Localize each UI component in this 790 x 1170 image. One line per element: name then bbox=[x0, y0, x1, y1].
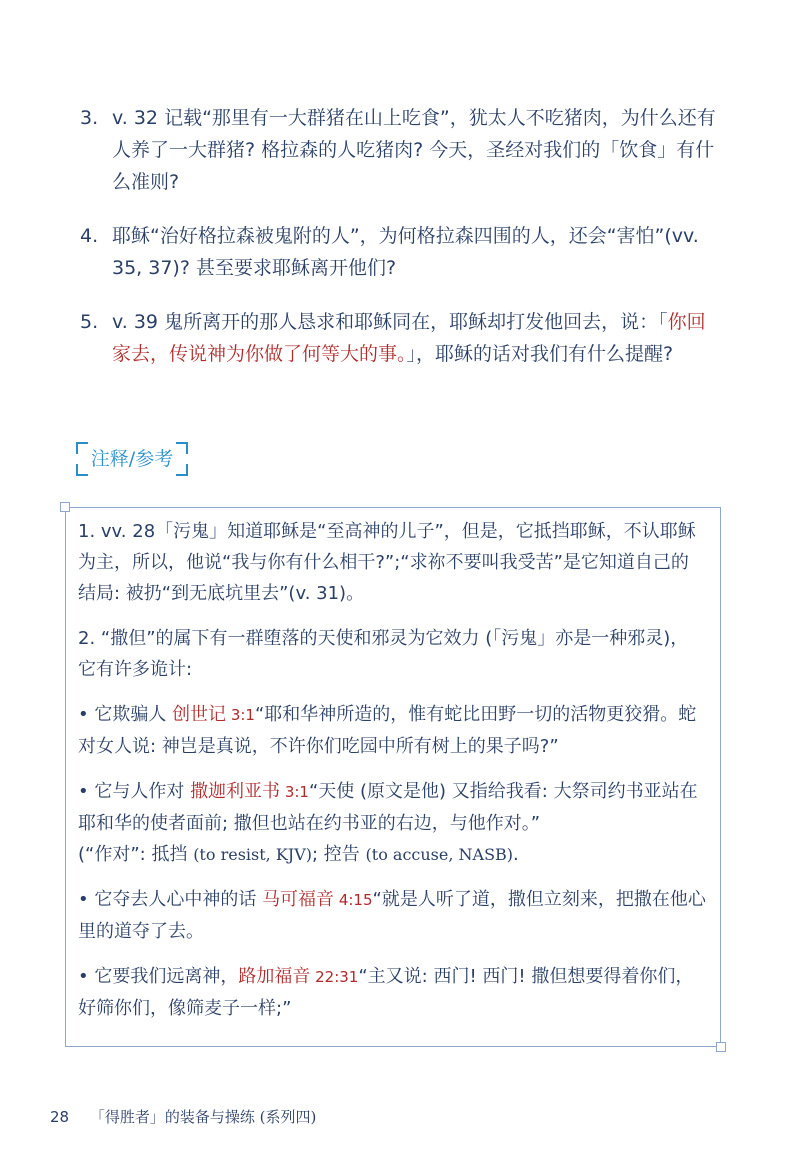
scripture-quote: 你回家去，传说神为你做了何等大的事。 bbox=[112, 311, 706, 365]
question-text-lead: v. 39 鬼所离开的那人恳求和耶稣同在，耶稣却打发他回去，说：「 bbox=[112, 311, 668, 333]
note-bullet bbox=[78, 884, 706, 947]
bullet-quote: “天使 (原文是他) 又指给我看: 大祭司约书亚站在耶和华的使者面前; 撒但也站在约书亚的右边，与他作对。” bbox=[78, 781, 698, 834]
gloss-open: (“作对”: 抵挡 bbox=[78, 844, 194, 865]
notes-box bbox=[65, 507, 721, 1047]
bullet-lead: • 它与人作对 bbox=[78, 781, 191, 802]
bracket-corner bbox=[76, 464, 88, 476]
note-bullet bbox=[78, 776, 706, 870]
question-text: v. 32 记载“那里有一大群猪在山上吃食”，犹太人不吃猪肉，为什么还有人养了一大群猪? 格拉森的人吃猪肉? 今天，圣经对我们的「饮食」有什么准则? bbox=[112, 107, 716, 193]
question-text bbox=[112, 306, 720, 370]
question-list bbox=[80, 102, 720, 392]
scripture-ref: 3:1 bbox=[226, 706, 255, 724]
note-bullet bbox=[78, 699, 706, 762]
bracket-corner bbox=[76, 442, 88, 454]
bullet-lead: • 它要我们远离神， bbox=[78, 966, 239, 987]
gloss-end: . bbox=[513, 844, 519, 865]
scripture-book: 路加福音 bbox=[238, 966, 311, 987]
gloss-english: (to resist, KJV) bbox=[193, 845, 312, 864]
question-item bbox=[80, 220, 720, 284]
bracket-corner bbox=[176, 464, 188, 476]
bullet-quote: “耶和华神所造的，惟有蛇比田野一切的活物更狡猾。蛇对女人说: 神岂是真说，不许你们吃园中所有树上的果子吗?” bbox=[78, 704, 697, 757]
section-label bbox=[76, 442, 188, 476]
question-text-tail: 」，耶稣的话对我们有什么提醒? bbox=[406, 343, 674, 365]
question-number: 3. bbox=[80, 107, 99, 129]
question-item bbox=[80, 102, 720, 198]
gloss-sep: ; 控告 bbox=[312, 844, 366, 865]
bullet-lead: • 它夺去人心中神的话 bbox=[78, 889, 263, 910]
note-bullet bbox=[78, 961, 706, 1024]
note-paragraph: 2. “撒但”的属下有一群堕落的天使和邪灵为它效力 (「污鬼」亦是一种邪灵)，它有许多诡计: bbox=[78, 628, 689, 680]
scripture-book: 马可福音 bbox=[262, 889, 335, 910]
scripture-book: 撒迦利亚书 bbox=[190, 781, 281, 802]
question-item bbox=[80, 306, 720, 370]
scripture-book: 创世记 bbox=[172, 704, 227, 725]
scripture-ref: 3:1 bbox=[280, 783, 309, 801]
bullet-lead: • 它欺骗人 bbox=[78, 704, 173, 725]
book-title: 「得胜者」的装备与操练 (系列四) bbox=[89, 1108, 317, 1126]
scripture-ref: 4:15 bbox=[334, 891, 373, 909]
bullet-quote: “就是人听了道，撒但立刻来，把撒在他心里的道夺了去。 bbox=[78, 889, 706, 942]
section-label-text: 注释/参考 bbox=[90, 448, 174, 470]
question-text: 耶稣“治好格拉森被鬼附的人”，为何格拉森四围的人，还会“害怕”(vv. 35, 37)? 甚至要求耶稣离开他们? bbox=[112, 225, 699, 279]
page-number: 28 bbox=[50, 1108, 70, 1126]
question-number: 4. bbox=[80, 225, 99, 247]
bullet-quote: “主又说: 西门! 西门! 撒但想要得着你们，好筛你们，像筛麦子一样;” bbox=[78, 966, 694, 1019]
note-paragraph: 1. vv. 28「污鬼」知道耶稣是“至高神的儿子”，但是，它抵挡耶稣，不认耶稣为主，所以，他说“我与你有什么相干?”;“求祢不要叫我受苦”是它知道自己的结局: 被扔“到无底坑里去”(v. 31)。 bbox=[78, 521, 696, 604]
page-footer bbox=[50, 1106, 316, 1127]
bracket-corner bbox=[176, 442, 188, 454]
question-number: 5. bbox=[80, 311, 99, 333]
scripture-ref: 22:31 bbox=[310, 968, 359, 986]
gloss-english: (to accuse, NASB) bbox=[365, 845, 514, 864]
